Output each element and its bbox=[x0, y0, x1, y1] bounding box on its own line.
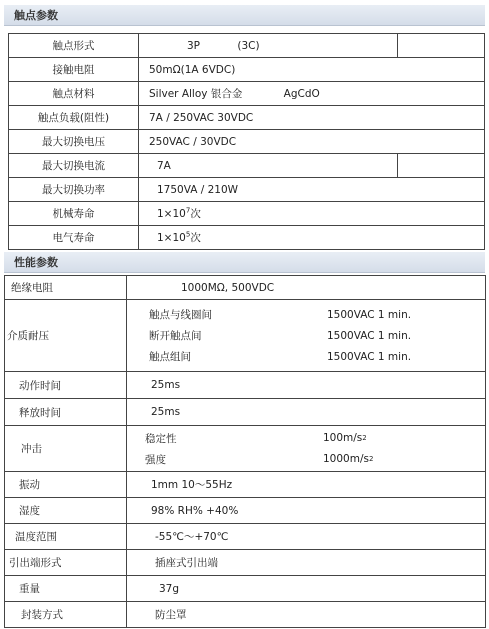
vibration-value: 1mm 10～55Hz bbox=[127, 472, 486, 498]
table-row bbox=[9, 106, 485, 130]
table-row bbox=[5, 602, 486, 628]
terminal-value: 插座式引出端 bbox=[127, 550, 486, 576]
operate-time-label: 动作时间 bbox=[5, 372, 127, 399]
temperature-label: 温度范围 bbox=[5, 524, 127, 550]
mechanical-life-label: 机械寿命 bbox=[9, 202, 139, 226]
table-row bbox=[9, 58, 485, 82]
max-current-value: 7A bbox=[139, 154, 398, 178]
electrical-life-value: $1\times 10^5$次 bbox=[139, 226, 485, 250]
list-item: 稳定性 100m/s 2 bbox=[145, 432, 367, 445]
dielectric-label: 介质耐压 bbox=[5, 300, 127, 372]
table-row bbox=[9, 82, 485, 106]
insulation-label: 绝缘电阻 bbox=[5, 276, 127, 300]
max-voltage-label: 最大切换电压 bbox=[9, 130, 139, 154]
weight-value: 37g bbox=[127, 576, 486, 602]
contact-resistance-label: 接触电阻 bbox=[9, 58, 139, 82]
table-row bbox=[9, 226, 485, 250]
table-row bbox=[9, 34, 485, 58]
vibration-label: 振动 bbox=[5, 472, 127, 498]
weight-label: 重量 bbox=[5, 576, 127, 602]
mechanical-life-value: $1\times 10^7$次 bbox=[139, 202, 485, 226]
performance-params-header: 性能参数 bbox=[4, 252, 485, 273]
table-row bbox=[5, 576, 486, 602]
shock-label: 冲击 bbox=[5, 426, 127, 472]
contact-load-value: 7A / 250VAC 30VDC bbox=[139, 106, 485, 130]
table-row bbox=[5, 524, 486, 550]
electrical-life-label: 电气寿命 bbox=[9, 226, 139, 250]
temperature-value: -55℃～+70℃ bbox=[127, 524, 486, 550]
list-item: 触点与线圈间 1500VAC 1 min. bbox=[149, 308, 412, 321]
contact-material-label: 触点材料 bbox=[9, 82, 139, 106]
list-item: 断开触点间 1500VAC 1 min. bbox=[149, 329, 412, 342]
release-time-label: 释放时间 bbox=[5, 399, 127, 426]
humidity-value: 98% RH% +40% bbox=[127, 498, 486, 524]
contact-form-value: 3P (3C) bbox=[139, 34, 398, 58]
list-item: 触点组间 1500VAC 1 min. bbox=[149, 350, 412, 363]
table-row bbox=[5, 550, 486, 576]
release-time-value: 25ms bbox=[127, 399, 486, 426]
contact-material-value: Silver Alloy 银合金 AgCdO bbox=[139, 82, 485, 106]
max-voltage-value: 250VAC / 30VDC bbox=[139, 130, 485, 154]
dielectric-values bbox=[127, 300, 486, 372]
contact-params-table bbox=[8, 33, 485, 250]
table-row bbox=[5, 426, 486, 472]
contact-form-label: 触点形式 bbox=[9, 34, 139, 58]
contact-load-label: 触点负载(阻性) bbox=[9, 106, 139, 130]
max-power-label: 最大切换功率 bbox=[9, 178, 139, 202]
shock-values bbox=[127, 426, 486, 472]
sealing-value: 防尘罩 bbox=[127, 602, 486, 628]
sealing-label: 封装方式 bbox=[5, 602, 127, 628]
table-row bbox=[5, 472, 486, 498]
list-item: 强度 1000m/s 2 bbox=[145, 453, 374, 466]
table-row bbox=[5, 399, 486, 426]
table-row bbox=[5, 276, 486, 300]
table-row bbox=[9, 130, 485, 154]
table-row bbox=[5, 498, 486, 524]
insulation-value: 1000MΩ, 500VDC bbox=[127, 276, 486, 300]
terminal-label: 引出端形式 bbox=[5, 550, 127, 576]
table-row bbox=[5, 300, 486, 372]
contact-resistance-value: 50mΩ(1A 6VDC) bbox=[139, 58, 485, 82]
performance-params-table bbox=[4, 275, 486, 628]
contact-params-header: 触点参数 bbox=[4, 5, 485, 26]
max-power-value: 1750VA / 210W bbox=[139, 178, 485, 202]
humidity-label: 湿度 bbox=[5, 498, 127, 524]
table-row bbox=[5, 372, 486, 399]
table-row bbox=[9, 178, 485, 202]
operate-time-value: 25ms bbox=[127, 372, 486, 399]
table-row bbox=[9, 202, 485, 226]
table-row bbox=[9, 154, 485, 178]
max-current-label: 最大切换电流 bbox=[9, 154, 139, 178]
